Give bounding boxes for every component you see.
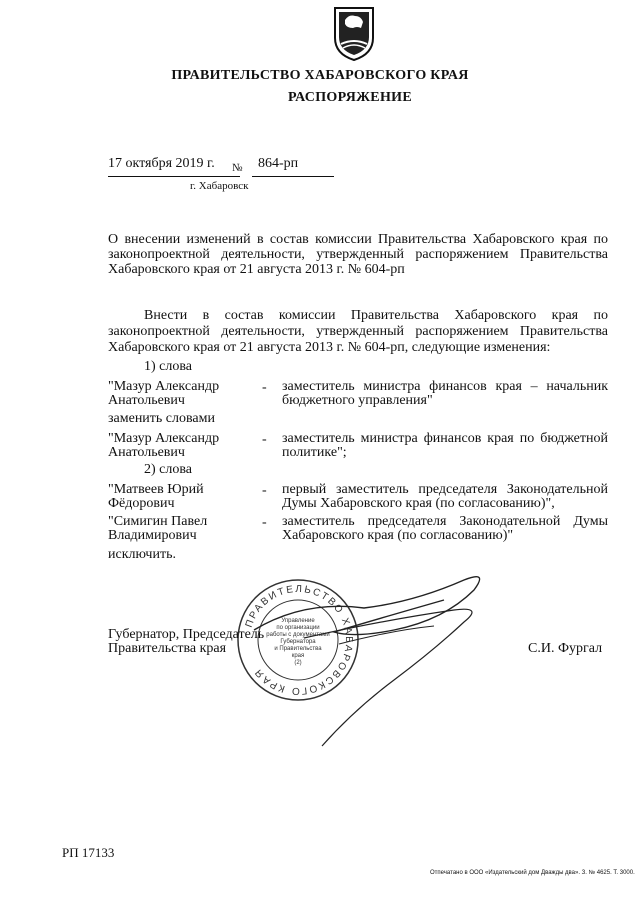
governor-title-line1: Губернатор, Председатель <box>108 627 265 642</box>
entry-2-name-line1: "Мазур Александр <box>108 431 220 446</box>
entry-3-name <box>108 483 258 511</box>
stamp-line-1: Управление <box>281 618 315 624</box>
number-underline <box>252 176 334 177</box>
handwritten-signature <box>244 560 504 750</box>
body-intro: Внести в состав комиссии Правительства Хабаровского края по законопроектной деятельности, утвержденный распоряжением Правительства Хабаровского края от 21 августа 2013 г. № 604-рп, следующие изменения: <box>108 308 608 355</box>
replace-label: заменить словами <box>108 411 215 426</box>
stamp-line-3: работы с документами <box>266 632 330 638</box>
entry-2-name-line2: Анатольевич <box>108 445 185 460</box>
entry-1-name <box>108 380 258 408</box>
entry-4-description: заместитель председателя Законодательной Думы Хабаровского края (по согласованию)" <box>282 514 608 543</box>
entry-2-name <box>108 432 258 460</box>
entry-4-name-line2: Владимирович <box>108 528 197 543</box>
entry-3-name-line2: Фёдорович <box>108 496 175 511</box>
governor-title <box>108 628 264 656</box>
entry-1-name-line1: "Мазур Александр <box>108 379 220 394</box>
exclude-label: исключить. <box>108 547 176 562</box>
document-type: РАСПОРЯЖЕНИЕ <box>288 90 412 105</box>
governor-title-line2: Правительства края <box>108 641 227 656</box>
stamp-line-5: и Правительства <box>274 646 322 652</box>
entry-1-description: заместитель министра финансов края – начальник бюджетного управления" <box>282 379 608 408</box>
coat-of-arms-icon <box>331 4 377 62</box>
stamp-line-7: (2) <box>294 660 302 666</box>
document-date: 17 октября 2019 г. <box>108 156 215 171</box>
number-sign: № <box>232 162 243 174</box>
entry-4-name-line1: "Симигин Павел <box>108 514 208 529</box>
printer-note: Отпечатано в ООО «Издательский дом Дважды два». З. № 4625. Т. 3000. <box>430 870 635 876</box>
item-1-label: 1) слова <box>144 359 193 374</box>
organization-name: ПРАВИТЕЛЬСТВО ХАБАРОВСКОГО КРАЯ <box>171 68 469 83</box>
item-2-label: 2) слова <box>144 462 193 477</box>
entry-3-name-line1: "Матвеев Юрий <box>108 482 204 497</box>
document-number: 864-рп <box>258 156 299 171</box>
registration-number: РП 17133 <box>62 845 115 860</box>
date-underline <box>108 176 240 177</box>
document-city: г. Хабаровск <box>190 180 249 192</box>
stamp-line-6: края <box>291 653 305 659</box>
entry-4-name <box>108 515 258 543</box>
entry-2-description: заместитель министра финансов края по бюджетной политике"; <box>282 431 608 460</box>
entry-1-name-line2: Анатольевич <box>108 393 185 408</box>
stamp-ring-text: ПРАВИТЕЛЬСТВО ХАБАРОВСКОГО КРАЯ <box>243 583 355 697</box>
entry-4-dash: - <box>262 515 267 530</box>
entry-1-dash: - <box>262 380 267 395</box>
stamp-line-4: Губернатора <box>280 639 316 645</box>
entry-3-description: первый заместитель председателя Законодательной Думы Хабаровского края (по согласованию)", <box>282 482 608 511</box>
entry-3-dash: - <box>262 483 267 498</box>
entry-2-dash: - <box>262 432 267 447</box>
stamp-line-2: по организации <box>276 625 320 631</box>
document-title: О внесении изменений в состав комиссии Правительства Хабаровского края по законопроектной деятельности, утвержденный распоряжением Правительства Хабаровского края от 21 августа 2013 г. № 604-рп <box>108 232 608 277</box>
signer-name: С.И. Фургал <box>528 641 603 656</box>
